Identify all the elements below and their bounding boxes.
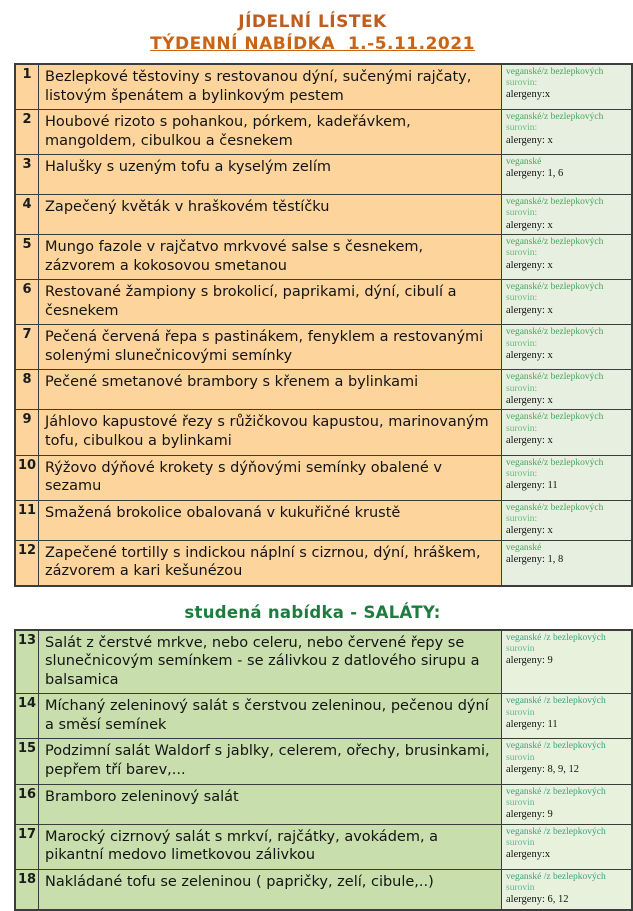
dietary-info-cell	[502, 739, 633, 784]
row-number: 10	[15, 455, 39, 500]
vegan-label: veganské/z bezlepkových	[506, 67, 604, 77]
dish-description: Smažená brokolice obalovaná v kukuřičné krustě	[39, 500, 502, 540]
row-number: 11	[15, 500, 39, 540]
dietary-info-cell	[502, 370, 633, 410]
dish-description: Zapečený květák v hraškovém těstíčku	[39, 195, 502, 235]
dietary-info-cell	[502, 410, 633, 455]
dietary-info-cell	[502, 110, 633, 155]
allergen-label: alergeny: x	[506, 434, 553, 446]
vegan-label: veganské	[506, 542, 542, 553]
row-number: 15	[15, 739, 39, 784]
menu-row	[15, 155, 632, 195]
allergen-label: alergeny: 11	[506, 718, 558, 730]
vegan-label-secondary: surovin	[506, 797, 535, 808]
row-number: 17	[15, 824, 39, 869]
page-title: JÍDELNÍ LÍSTEK	[238, 12, 387, 32]
allergen-label: alergeny: 8, 9, 12	[506, 763, 579, 775]
allergen-label: alergeny: x	[506, 259, 553, 271]
allergen-label: alergeny: x	[506, 219, 553, 231]
dish-description: Salát z čerstvé mrkve, nebo celeru, nebo červené řepy se slunečnicovým semínkem - se zálivkou z datlového sirupu a balsamica	[39, 630, 502, 694]
vegan-label: veganské /z bezlepkových	[506, 632, 606, 643]
vegan-label: veganské/z bezlepkových	[506, 237, 604, 248]
salads-table	[14, 629, 633, 911]
row-number: 13	[15, 630, 39, 694]
row-number: 5	[15, 235, 39, 280]
allergen-label: alergeny: 11	[506, 479, 558, 491]
menu-row	[15, 195, 632, 235]
menu-row	[15, 739, 632, 784]
vegan-label-secondary: surovin:	[506, 468, 538, 479]
vegan-label-secondary: surovin:	[506, 338, 538, 349]
menu-row	[15, 694, 632, 739]
dietary-info-cell	[502, 325, 633, 370]
row-number: 12	[15, 540, 39, 586]
vegan-label-secondary: surovin	[506, 882, 535, 893]
allergen-label: alergeny: x	[506, 349, 553, 361]
salads-section-title: studená nabídka - SALÁTY:	[184, 602, 441, 622]
dish-description: Míchaný zeleninový salát s čerstvou zeleninou, pečenou dýní a směsí semínek	[39, 694, 502, 739]
vegan-label-secondary: surovin	[506, 643, 535, 654]
vegan-label-secondary: surovin	[506, 837, 535, 848]
menu-row	[15, 540, 632, 586]
vegan-label: veganské/z bezlepkových	[506, 457, 604, 468]
dish-description: Bramboro zeleninový salát	[39, 784, 502, 824]
vegan-label-secondary: surovin:	[506, 78, 538, 89]
menu-row	[15, 110, 632, 155]
allergen-label: alergeny: x	[506, 134, 553, 146]
vegan-label: veganské	[506, 157, 542, 168]
menu-row	[15, 64, 632, 110]
dietary-info-cell	[502, 280, 633, 325]
vegan-label-secondary: surovin:	[506, 423, 538, 434]
row-number: 6	[15, 280, 39, 325]
vegan-label: veganské /z bezlepkových	[506, 871, 606, 882]
dish-description: Bezlepkové těstoviny s restovanou dýní, sučenými rajčaty, listovým špenátem a bylinkovým pestem	[39, 64, 502, 110]
weekly-menu-body	[15, 64, 632, 586]
menu-row	[15, 325, 632, 370]
dish-description: Marocký cizrnový salát s mrkví, rajčátky, avokádem, a pikantní medovo limetkovou zálivkou	[39, 824, 502, 869]
dietary-info-cell	[502, 155, 633, 195]
dietary-info-cell	[502, 455, 633, 500]
dietary-info-cell	[502, 630, 633, 694]
dietary-info-cell	[502, 540, 633, 586]
menu-row	[15, 824, 632, 869]
vegan-label: veganské/z bezlepkových	[506, 112, 604, 123]
row-number: 16	[15, 784, 39, 824]
allergen-label: alergeny: x	[506, 304, 553, 316]
row-number: 9	[15, 410, 39, 455]
row-number: 18	[15, 869, 39, 910]
vegan-label-secondary: surovin:	[506, 123, 538, 134]
allergen-label: alergeny: 1, 8	[506, 553, 564, 565]
vegan-label: veganské/z bezlepkových	[506, 502, 604, 513]
vegan-label-secondary: surovin:	[506, 208, 538, 219]
weekly-menu-table	[14, 63, 633, 587]
dish-description: Restované žampiony s brokolicí, paprikami, dýní, cibulí a česnekem	[39, 280, 502, 325]
dietary-info-cell	[502, 824, 633, 869]
allergen-label: alergeny: x	[506, 394, 553, 406]
vegan-label: veganské/z bezlepkových	[506, 327, 604, 338]
dish-description: Rýžovo dýňové krokety s dýňovými semínky obalené v sezamu	[39, 455, 502, 500]
row-number: 2	[15, 110, 39, 155]
row-number: 7	[15, 325, 39, 370]
allergen-label: alergeny: 9	[506, 655, 553, 667]
dish-description: Mungo fazole v rajčatvo mrkvové salse s česnekem, zázvorem a kokosovou smetanou	[39, 235, 502, 280]
dish-description: Pečená červená řepa s pastinákem, fenyklem a restovanými solenými slunečnicovými semínky	[39, 325, 502, 370]
vegan-label: veganské /z bezlepkových	[506, 696, 606, 707]
menu-row	[15, 630, 632, 694]
vegan-label: veganské/z bezlepkových	[506, 412, 604, 423]
dish-description: Houbové rizoto s pohankou, pórkem, kadeřávkem, mangoldem, cibulkou a česnekem	[39, 110, 502, 155]
vegan-label-secondary: surovin	[506, 707, 535, 718]
allergen-label: alergeny: 9	[506, 808, 553, 820]
menu-row	[15, 235, 632, 280]
menu-row	[15, 370, 632, 410]
allergen-label: alergeny: x	[506, 525, 553, 537]
menu-row	[15, 280, 632, 325]
page-subtitle: TÝDENNÍ NABÍDKA 1.-5.11.2021	[150, 34, 475, 54]
allergen-label: alergeny:x	[506, 89, 551, 101]
dietary-info-cell	[502, 500, 633, 540]
dish-description: Zapečené tortilly s indickou náplní s cizrnou, dýní, hráškem, zázvorem a kari kešunézou	[39, 540, 502, 586]
row-number: 14	[15, 694, 39, 739]
dish-description: Jáhlovo kapustové řezy s růžičkovou kapustou, marinovaným tofu, cibulkou a bylinkami	[39, 410, 502, 455]
row-number: 4	[15, 195, 39, 235]
vegan-label-secondary: surovin:	[506, 513, 538, 524]
dietary-info-cell	[502, 869, 633, 910]
row-number: 8	[15, 370, 39, 410]
menu-row	[15, 455, 632, 500]
menu-row	[15, 784, 632, 824]
salads-body	[15, 630, 632, 910]
allergen-label: alergeny: 6, 12	[506, 894, 569, 906]
dietary-info-cell	[502, 694, 633, 739]
dietary-info-cell	[502, 64, 633, 110]
vegan-label: veganské/z bezlepkových	[506, 282, 604, 293]
dietary-info-cell	[502, 784, 633, 824]
dish-description: Halušky s uzeným tofu a kyselým zelím	[39, 155, 502, 195]
vegan-label: veganské/z bezlepkových	[506, 197, 604, 208]
menu-row	[15, 500, 632, 540]
vegan-label-secondary: surovin:	[506, 293, 538, 304]
dish-description: Nakládané tofu se zeleninou ( papričky, zelí, cibule,..)	[39, 869, 502, 910]
vegan-label: veganské /z bezlepkových	[506, 826, 606, 837]
menu-row	[15, 869, 632, 910]
allergen-label: alergeny: 1, 6	[506, 168, 564, 180]
vegan-label-secondary: surovin	[506, 752, 535, 763]
vegan-label: veganské /z bezlepkových	[506, 786, 606, 797]
allergen-label: alergeny:x	[506, 848, 551, 860]
vegan-label: veganské/z bezlepkových	[506, 372, 604, 383]
dish-description: Podzimní salát Waldorf s jablky, celerem, ořechy, brusinkami, pepřem tří barev,...	[39, 739, 502, 784]
dish-description: Pečené smetanové brambory s křenem a bylinkami	[39, 370, 502, 410]
dietary-info-cell	[502, 195, 633, 235]
dietary-info-cell	[502, 235, 633, 280]
vegan-label: veganské /z bezlepkových	[506, 741, 606, 752]
menu-row	[15, 410, 632, 455]
row-number: 1	[15, 64, 39, 110]
vegan-label-secondary: surovin:	[506, 248, 538, 259]
vegan-label-secondary: surovin:	[506, 383, 538, 394]
row-number: 3	[15, 155, 39, 195]
